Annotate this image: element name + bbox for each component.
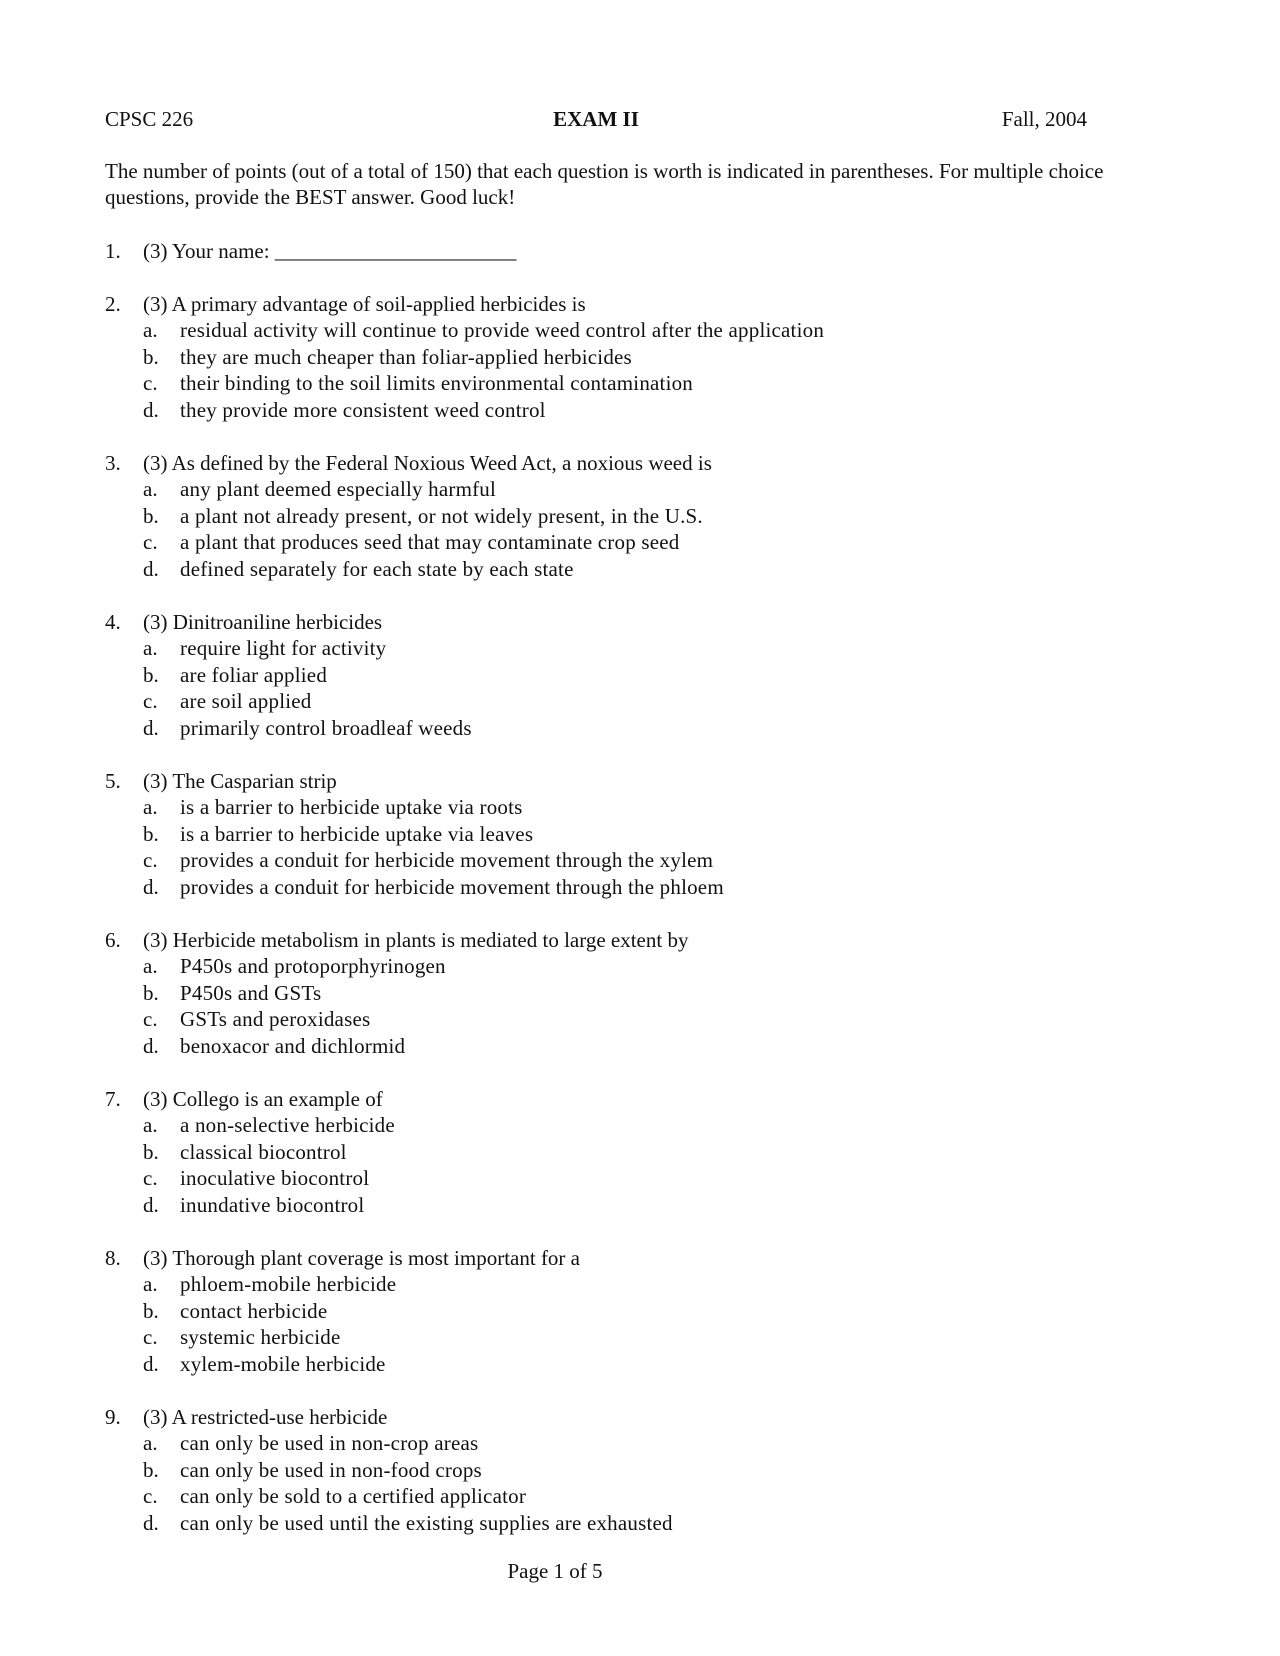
answer-option-d [105, 715, 1165, 742]
question-9 [105, 1404, 1165, 1536]
option-text: inundative biocontrol [180, 1192, 365, 1217]
question-8 [105, 1245, 1165, 1377]
answer-option-a [105, 635, 1165, 662]
question-text: (3) A restricted-use herbicide [143, 1405, 388, 1429]
question-number: 6. [105, 928, 121, 952]
option-letter: a. [143, 477, 158, 501]
question-text: (3) Thorough plant coverage is most important for a [143, 1246, 581, 1270]
answer-option-d [105, 1351, 1165, 1378]
question-text: (3) As defined by the Federal Noxious Weed Act, a noxious weed is [143, 451, 712, 475]
option-letter: c. [143, 1484, 158, 1508]
option-letter: b. [143, 662, 159, 687]
option-text: a plant that produces seed that may contaminate crop seed [180, 530, 680, 554]
question-line [105, 1086, 1165, 1112]
question-number: 2. [105, 292, 121, 316]
option-text: defined separately for each state by each state [180, 556, 574, 581]
option-text: a plant not already present, or not widely present, in the U.S. [180, 503, 703, 528]
answer-option-b [105, 503, 1165, 530]
option-text: provides a conduit for herbicide movement through the xylem [180, 848, 714, 872]
question-line [105, 768, 1165, 794]
option-text: are foliar applied [180, 662, 328, 687]
option-text: contact herbicide [180, 1298, 328, 1323]
option-letter: a. [143, 795, 158, 819]
question-text: (3) Herbicide metabolism in plants is mediated to large extent by [143, 928, 689, 952]
exam-title: EXAM II [553, 107, 639, 131]
option-letter: b. [143, 821, 159, 846]
answer-option-a [105, 794, 1165, 821]
option-letter: a. [143, 1272, 158, 1296]
option-text: GSTs and peroxidases [180, 1007, 371, 1031]
option-text: are soil applied [180, 689, 312, 713]
answer-option-b [105, 1457, 1165, 1484]
option-letter: a. [143, 636, 158, 660]
answer-option-a [105, 476, 1165, 503]
question-number: 5. [105, 769, 121, 793]
option-letter: a. [143, 954, 158, 978]
option-text: is a barrier to herbicide uptake via leaves [180, 821, 534, 846]
option-letter: b. [143, 980, 159, 1005]
option-text: classical biocontrol [180, 1139, 347, 1164]
question-line [105, 609, 1165, 635]
option-text: inoculative biocontrol [180, 1166, 370, 1190]
answer-option-d [105, 1192, 1165, 1219]
question-line [105, 1245, 1165, 1271]
question-list [105, 238, 1165, 1563]
question-line [105, 927, 1165, 953]
question-text: (3) The Casparian strip [143, 769, 337, 793]
answer-option-a [105, 317, 1165, 344]
option-letter: b. [143, 503, 159, 528]
question-number: 7. [105, 1087, 121, 1111]
answer-option-c [105, 370, 1165, 397]
option-text: provides a conduit for herbicide movement through the phloem [180, 874, 724, 899]
option-letter: d. [143, 874, 159, 899]
option-text: is a barrier to herbicide uptake via roots [180, 795, 523, 819]
option-letter: c. [143, 1325, 158, 1349]
question-6 [105, 927, 1165, 1059]
option-letter: a. [143, 1113, 158, 1137]
option-text: their binding to the soil limits environmental contamination [180, 371, 694, 395]
answer-option-b [105, 980, 1165, 1007]
question-number: 1. [105, 239, 121, 263]
question-text: (3) Collego is an example of [143, 1087, 383, 1111]
question-text: (3) Dinitroaniline herbicides [143, 610, 383, 634]
answer-option-d [105, 397, 1165, 424]
option-text: residual activity will continue to provide weed control after the application [180, 318, 825, 342]
question-number: 4. [105, 610, 121, 634]
answer-option-c [105, 1165, 1165, 1192]
answer-option-b [105, 662, 1165, 689]
page-header [105, 106, 1087, 132]
answer-option-b [105, 821, 1165, 848]
option-letter: a. [143, 318, 158, 342]
question-line [105, 291, 1165, 317]
answer-option-b [105, 1139, 1165, 1166]
exam-term: Fall, 2004 [1001, 107, 1087, 131]
page-number: Page 1 of 5 [507, 1559, 603, 1583]
option-letter: c. [143, 1007, 158, 1031]
option-text: systemic herbicide [180, 1325, 341, 1349]
option-letter: b. [143, 1298, 159, 1323]
answer-option-c [105, 529, 1165, 556]
answer-option-d [105, 1033, 1165, 1060]
option-text: require light for activity [180, 636, 387, 660]
answer-option-b [105, 344, 1165, 371]
question-number: 8. [105, 1246, 121, 1270]
answer-option-d [105, 1510, 1165, 1537]
option-letter: d. [143, 397, 159, 422]
answer-option-c [105, 1483, 1165, 1510]
question-line [105, 450, 1165, 476]
question-4 [105, 609, 1165, 741]
answer-option-b [105, 1298, 1165, 1325]
answer-option-c [105, 847, 1165, 874]
option-letter: c. [143, 848, 158, 872]
question-number: 9. [105, 1405, 121, 1429]
question-line [105, 1404, 1165, 1430]
option-text: can only be sold to a certified applicator [180, 1484, 527, 1508]
answer-option-c [105, 688, 1165, 715]
question-text: (3) Your name: _______________________ [143, 239, 517, 263]
option-text: benoxacor and dichlormid [180, 1033, 406, 1058]
option-text: a non-selective herbicide [180, 1113, 395, 1137]
answer-option-a [105, 953, 1165, 980]
option-text: can only be used in non-food crops [180, 1457, 482, 1482]
question-1 [105, 238, 1165, 264]
option-text: P450s and GSTs [180, 980, 322, 1005]
option-text: they are much cheaper than foliar-applied herbicides [180, 344, 632, 369]
option-text: P450s and protoporphyrinogen [180, 954, 446, 978]
question-text: (3) A primary advantage of soil-applied herbicides is [143, 292, 586, 316]
instructions-text: The number of points (out of a total of 150) that each question is worth is indicated in parentheses. For multiple choice questions, provide the BEST answer. Good luck! [105, 159, 1104, 209]
answer-option-d [105, 874, 1165, 901]
option-text: phloem-mobile herbicide [180, 1272, 397, 1296]
option-text: they provide more consistent weed control [180, 397, 546, 422]
option-text: any plant deemed especially harmful [180, 477, 497, 501]
option-letter: d. [143, 1351, 159, 1376]
option-letter: d. [143, 715, 159, 740]
answer-option-a [105, 1430, 1165, 1457]
option-letter: c. [143, 1166, 158, 1190]
option-text: xylem-mobile herbicide [180, 1351, 386, 1376]
option-text: can only be used in non-crop areas [180, 1431, 479, 1455]
option-letter: b. [143, 1457, 159, 1482]
course-code: CPSC 226 [105, 107, 194, 131]
option-letter: c. [143, 371, 158, 395]
answer-option-a [105, 1271, 1165, 1298]
option-letter: b. [143, 1139, 159, 1164]
question-2 [105, 291, 1165, 423]
question-number: 3. [105, 451, 121, 475]
option-letter: c. [143, 530, 158, 554]
option-letter: c. [143, 689, 158, 713]
answer-option-a [105, 1112, 1165, 1139]
question-5 [105, 768, 1165, 900]
question-3 [105, 450, 1165, 582]
option-letter: b. [143, 344, 159, 369]
option-text: primarily control broadleaf weeds [180, 715, 472, 740]
option-letter: d. [143, 1033, 159, 1058]
answer-option-d [105, 556, 1165, 583]
option-letter: d. [143, 1192, 159, 1217]
option-letter: a. [143, 1431, 158, 1455]
option-text: can only be used until the existing supplies are exhausted [180, 1510, 673, 1535]
option-letter: d. [143, 1510, 159, 1535]
answer-option-c [105, 1006, 1165, 1033]
option-letter: d. [143, 556, 159, 581]
answer-option-c [105, 1324, 1165, 1351]
question-line [105, 238, 1165, 264]
question-7 [105, 1086, 1165, 1218]
